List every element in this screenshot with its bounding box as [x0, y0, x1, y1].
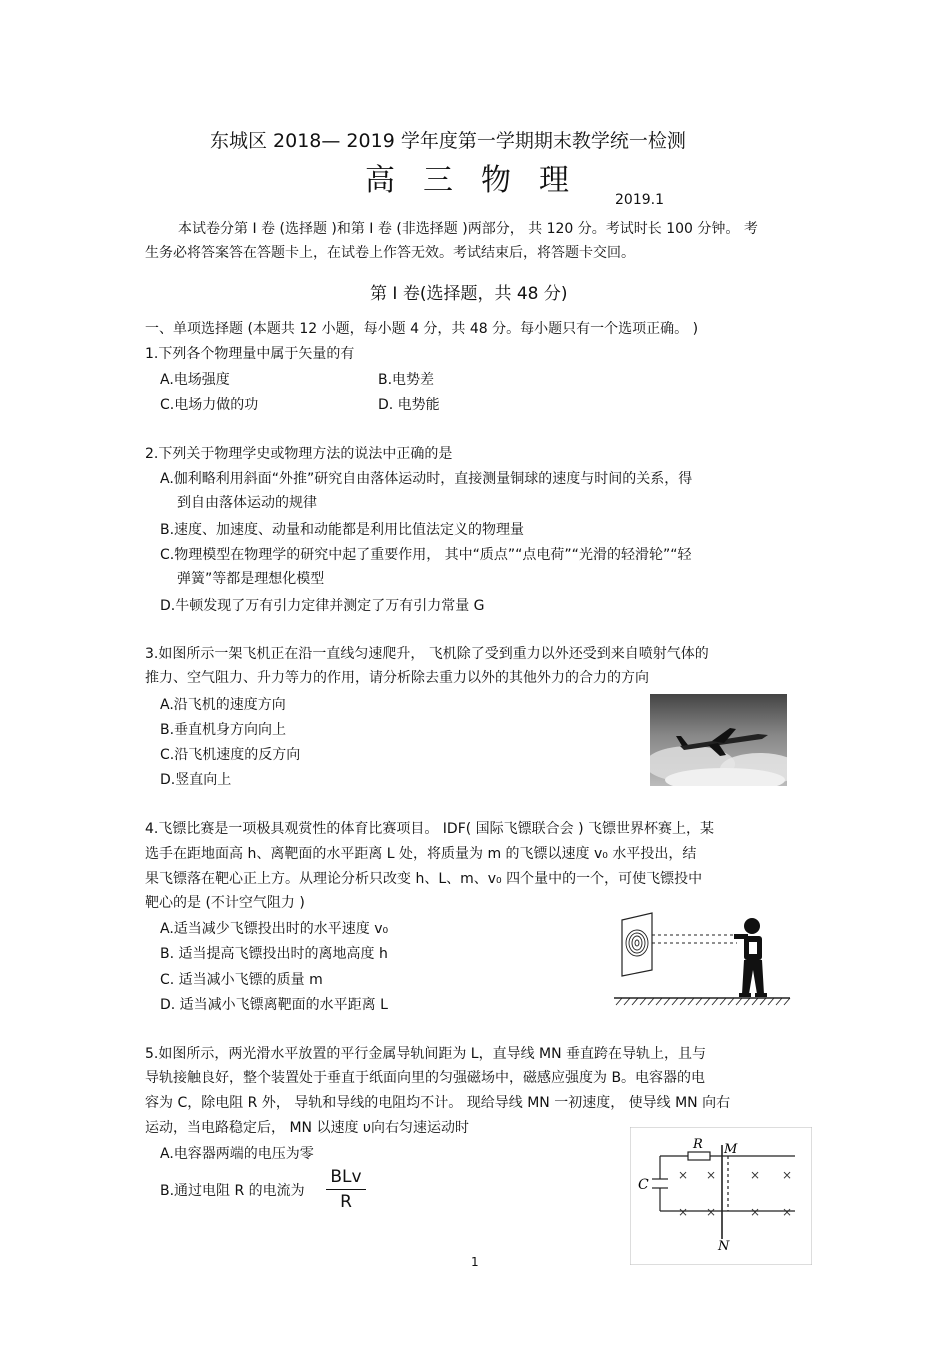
q5-stem-line2: 导轨接触良好，整个装置处于垂直于纸面向里的匀强磁场中，磁感应强度为 B。电容器的电	[145, 1070, 706, 1086]
subject-title: 高三物理	[365, 163, 597, 198]
q1-stem: 1.下列各个物理量中属于矢量的有	[145, 346, 355, 362]
q5-option-a: A.电容器两端的电压为零	[160, 1146, 314, 1162]
q1-option-b: B.电势差	[378, 372, 435, 388]
q2-option-d: D.牛顿发现了万有引力定律并测定了万有引力常量 G	[160, 598, 485, 614]
q3-option-d: D.竖直向上	[160, 772, 232, 788]
section-instruction: 一、单项选择题 (本题共 12 小题，每小题 4 分，共 48 分。每小题只有一个选项正确。 )	[145, 321, 699, 337]
q5-stem-line4: 运动，当电路稳定后， MN 以速度 υ向右匀速运动时	[145, 1120, 470, 1136]
svg-text:×: ×	[750, 1205, 761, 1219]
q4-option-d: D. 适当减小飞镖离靶面的水平距离 L	[160, 997, 388, 1013]
circuit-figure	[630, 1127, 812, 1265]
q3-option-c: C.沿飞机速度的反方向	[160, 747, 301, 763]
intro-line-2: 生务必将答案答在答题卡上，在试卷上作答无效。考试结束后，将答题卡交回。	[145, 245, 635, 261]
q2-option-a-line1: A.伽利略利用斜面“外推”研究自由落体运动时，直接测量铜球的速度与时间的关系，得	[160, 471, 693, 487]
airplane-photo	[650, 694, 787, 786]
dart-figure	[612, 908, 792, 1006]
q5-stem-line1: 5.如图所示，两光滑水平放置的平行金属导轨间距为 L，直导线 MN 垂直跨在导轨上，且与	[145, 1046, 707, 1062]
fraction-numerator: BLv	[330, 1167, 362, 1187]
exam-title: 东城区 2018— 2019 学年度第一学期期末教学统一检测	[210, 130, 686, 152]
intro-line-1: 本试卷分第 I 卷 (选择题 )和第 I 卷 (非选择题 )两部分， 共 120 分。考试时长 100 分钟。 考	[178, 221, 758, 237]
q4-option-c: C. 适当减小飞镖的质量 m	[160, 972, 323, 988]
q2-option-b: B.速度、加速度、动量和动能都是利用比值法定义的物理量	[160, 522, 525, 538]
q4-stem-line2: 选手在距地面高 h、离靶面的水平距离 L 处，将质量为 m 的飞镖以速度 v₀ 水平投出，结	[145, 846, 697, 862]
svg-text:×: ×	[782, 1205, 793, 1219]
q3-option-a: A.沿飞机的速度方向	[160, 697, 286, 713]
dartboard-icon	[626, 930, 648, 956]
q4-option-b: B. 适当提高飞镖投出时的离地高度 h	[160, 946, 388, 962]
q3-option-b: B.垂直机身方向向上	[160, 722, 287, 738]
section-title: 第 I 卷(选择题，共 48 分)	[370, 284, 568, 304]
q4-stem-line3: 果飞镖落在靶心正上方。从理论分析只改变 h、L、m、v₀ 四个量中的一个，可使飞镖投中	[145, 871, 703, 887]
label-n: N	[718, 1239, 730, 1254]
svg-text:×: ×	[782, 1168, 793, 1182]
page-number: 1	[471, 1255, 479, 1269]
svg-text:×: ×	[678, 1205, 689, 1219]
q3-stem-line1: 3.如图所示一架飞机正在沿一直线匀速爬升， 飞机除了受到重力以外还受到来自喷射气体的	[145, 646, 709, 662]
q4-stem-line4: 靶心的是 (不计空气阻力 )	[145, 895, 305, 911]
svg-text:×: ×	[706, 1205, 717, 1219]
q5-option-b: B.通过电阻 R 的电流为	[160, 1183, 305, 1199]
q1-option-c: C.电场力做的功	[160, 397, 259, 413]
q2-option-c-line1: C.物理模型在物理学的研究中起了重要作用， 其中“质点”“点电荷”“光滑的轻滑轮”“轻	[160, 547, 692, 563]
q4-stem-line1: 4.飞镖比赛是一项极具观赏性的体育比赛项目。 IDF( 国际飞镖联合会 ) 飞镖世界杯赛上，某	[145, 821, 715, 837]
svg-text:×: ×	[706, 1168, 717, 1182]
q2-option-c-line2: 弹簧”等都是理想化模型	[177, 571, 325, 587]
q2-stem: 2.下列关于物理学史或物理方法的说法中正确的是	[145, 446, 453, 462]
fraction-denominator: R	[340, 1192, 352, 1212]
label-r: R	[693, 1137, 703, 1152]
ground-hatch	[616, 998, 790, 1005]
svg-text:×: ×	[678, 1168, 689, 1182]
q4-option-a: A.适当减少飞镖投出时的水平速度 v₀	[160, 921, 389, 937]
q3-stem-line2: 推力、空气阻力、升力等力的作用，请分析除去重力以外的其他外力的合力的方向	[145, 670, 649, 686]
q2-option-a-line2: 到自由落体运动的规律	[177, 495, 317, 511]
q5-current-fraction	[326, 1167, 366, 1212]
svg-text:×: ×	[750, 1168, 761, 1182]
label-m: M	[724, 1142, 738, 1157]
q1-option-a: A.电场强度	[160, 372, 230, 388]
label-c: C	[638, 1177, 649, 1193]
q5-stem-line3: 容为 C，除电阻 R 外， 导轨和导线的电阻均不计。 现给导线 MN 一初速度， 使导线 MN 向右	[145, 1095, 731, 1111]
exam-date: 2019.1	[615, 192, 664, 208]
player-icon	[734, 918, 767, 997]
q1-option-d: D. 电势能	[378, 397, 440, 413]
resistor-icon	[688, 1152, 710, 1160]
